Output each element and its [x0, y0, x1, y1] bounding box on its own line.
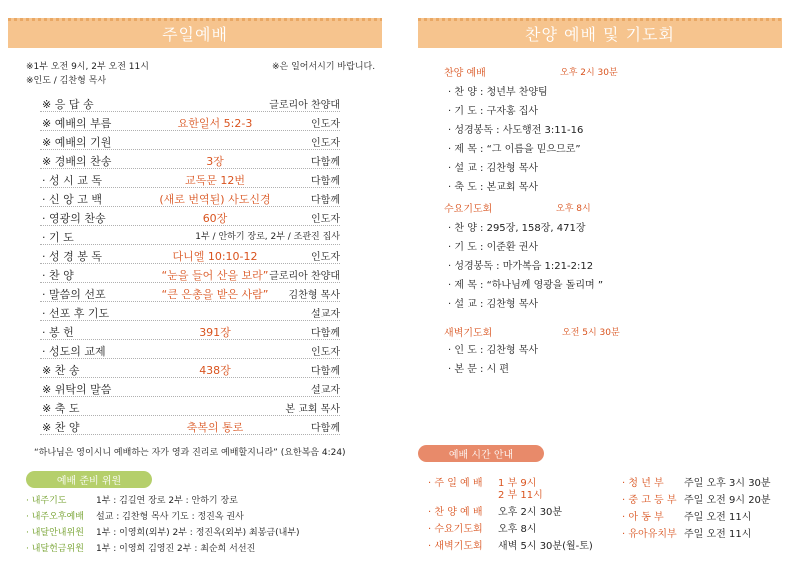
order-item-name: ※ 찬 양 — [42, 421, 80, 434]
praise-prayer-banner: 찬양 예배 및 기도회 — [418, 18, 782, 48]
worship-order-row — [40, 245, 340, 264]
order-item-leader: 설교자 — [311, 385, 340, 396]
order-item-name: · 영광의 찬송 — [42, 212, 106, 225]
order-item-name: ※ 응 답 송 — [42, 98, 94, 111]
worship-order-row — [40, 397, 340, 416]
schedule-label: · 수요기도회 — [428, 524, 483, 535]
praise-service-title: 찬양 예배 — [444, 68, 486, 79]
worship-order-row — [40, 169, 340, 188]
order-item-content: 391장 — [199, 326, 231, 339]
program-item: · 제 목 : “하나님께 영광을 돌리며 ” — [448, 280, 604, 291]
order-item-content: 1부 / 안하기 장로, 2부 / 조관진 집사 — [195, 232, 340, 242]
order-item-name: · 성 시 교 독 — [42, 174, 102, 187]
prep-role-label: · 내달안내위원 — [26, 528, 84, 538]
prep-role-label: · 내주오후예배 — [26, 512, 84, 522]
order-item-leader: 인도자 — [311, 138, 340, 149]
worship-order-row — [40, 264, 340, 283]
schedule-label: · 아 동 부 — [622, 512, 664, 523]
prep-committee-row — [26, 525, 300, 538]
prep-role-label: · 내달헌금위원 — [26, 544, 84, 554]
worship-order-row — [40, 131, 340, 150]
order-item-name: · 신 앙 고 백 — [42, 193, 102, 206]
order-item-leader: 인도자 — [311, 119, 340, 130]
order-item-content: “눈을 들어 산을 보라” — [161, 269, 269, 282]
worship-order-row — [40, 112, 340, 131]
order-item-content: 60장 — [202, 212, 228, 225]
stand-note: ※은 일어서시기 바랍니다. — [272, 62, 376, 72]
order-item-content: (새로 번역된) 사도신경 — [159, 193, 271, 206]
presider: ※인도 / 김찬형 목사 — [26, 76, 107, 86]
prep-committee-row — [26, 493, 238, 506]
program-item: · 찬 양 : 295장, 158장, 471장 — [448, 223, 586, 234]
order-item-name: ※ 예배의 부름 — [42, 117, 112, 130]
order-item-name: · 성도의 교제 — [42, 345, 106, 358]
order-item-leader: 본 교회 목사 — [285, 404, 340, 415]
program-item: · 설 교 : 김찬형 목사 — [448, 299, 539, 310]
order-item-name: ※ 위탁의 말씀 — [42, 383, 112, 396]
order-item-leader: 다함께 — [311, 328, 340, 339]
worship-order-row — [40, 321, 340, 340]
service-times: ※1부 오전 9시, 2부 오전 11시 — [26, 62, 149, 72]
order-item-name: · 봉 헌 — [42, 326, 74, 339]
worship-order-row — [40, 188, 340, 207]
schedule-title: 예배 시간 안내 — [418, 445, 544, 462]
order-item-leader: 인도자 — [311, 347, 340, 358]
order-item-content: “큰 은총을 받은 사람” — [161, 288, 269, 301]
prep-committee-row — [26, 541, 255, 554]
order-item-leader: 다함께 — [311, 195, 340, 206]
schedule-label: · 유아유치부 — [622, 529, 677, 540]
worship-order-row — [40, 207, 340, 226]
order-item-leader: 인도자 — [311, 214, 340, 225]
order-item-name: · 말씀의 선포 — [42, 288, 106, 301]
wednesday-prayer-time: 오후 8시 — [556, 204, 591, 214]
order-item-leader: 다함께 — [311, 157, 340, 168]
prep-committee-title: 예배 준비 위원 — [26, 471, 152, 488]
schedule-label: · 새벽기도회 — [428, 541, 483, 552]
worship-order-row — [40, 93, 340, 112]
order-item-leader: 설교자 — [311, 309, 340, 320]
scripture-quote: “하나님은 영이시니 예배하는 자가 영과 진리로 예배할지니라” (요한복음 4:24) — [34, 448, 346, 458]
praise-service-time: 오후 2시 30분 — [560, 68, 618, 78]
prep-names: 1부 : 김길연 장로 2부 : 안하기 장로 — [96, 496, 238, 506]
worship-order-row — [40, 283, 340, 302]
worship-order-row — [40, 226, 340, 245]
order-item-content: 다니엘 10:10-12 — [172, 250, 258, 263]
order-item-leader: 인도자 — [311, 252, 340, 263]
program-item: · 성경봉독 : 마가복음 1:21-2:12 — [448, 261, 594, 272]
order-item-name: · 찬 양 — [42, 269, 74, 282]
program-item: · 설 교 : 김찬형 목사 — [448, 163, 539, 174]
worship-order-row — [40, 378, 340, 397]
schedule-value: 오후 2시 30분 — [498, 507, 563, 518]
order-item-content: 교독문 12번 — [185, 174, 245, 187]
dawn-prayer-time: 오전 5시 30분 — [562, 328, 620, 338]
program-item: · 기 도 : 구자홍 집사 — [448, 106, 539, 117]
order-item-content: 축복의 통로 — [186, 421, 244, 434]
schedule-value-extra: 2 부 11시 — [498, 490, 543, 501]
worship-order-row — [40, 340, 340, 359]
prep-names: 설교 : 김찬형 목사 기도 : 정진옥 권사 — [96, 512, 244, 522]
prep-names: 1부 : 이영희(외부) 2부 : 정진옥(외부) 최봉금(내부) — [96, 528, 300, 538]
order-item-name: ※ 경배의 찬송 — [42, 155, 112, 168]
schedule-value: 주일 오후 3시 30분 — [684, 478, 771, 489]
schedule-value: 주일 오전 11시 — [684, 529, 752, 540]
order-item-content: 438장 — [199, 364, 231, 377]
order-item-name: · 선포 후 기도 — [42, 307, 110, 320]
worship-order-row — [40, 359, 340, 378]
schedule-label: · 찬 양 예 배 — [428, 507, 483, 518]
wednesday-prayer-title: 수요기도회 — [444, 204, 493, 215]
worship-order-row — [40, 150, 340, 169]
order-item-leader: 다함께 — [311, 423, 340, 434]
program-item: · 본 문 : 시 편 — [448, 364, 510, 375]
schedule-value: 새벽 5시 30분(월-토) — [498, 541, 593, 552]
program-item: · 인 도 : 김찬형 목사 — [448, 345, 539, 356]
worship-order-row — [40, 302, 340, 321]
schedule-value: 1 부 9시 — [498, 478, 537, 489]
order-item-name: ※ 예배의 기원 — [42, 136, 112, 149]
order-item-name: · 기 도 — [42, 231, 74, 244]
schedule-label: · 청 년 부 — [622, 478, 664, 489]
order-item-leader: 글로리아 찬양대 — [269, 100, 340, 111]
dawn-prayer-title: 새벽기도회 — [444, 328, 493, 339]
order-item-content: 요한일서 5:2-3 — [177, 117, 253, 130]
program-item: · 제 목 : “그 이름을 믿으므로” — [448, 144, 581, 155]
schedule-label: · 중 고 등 부 — [622, 495, 677, 506]
schedule-value: 오후 8시 — [498, 524, 537, 535]
worship-order-row — [40, 416, 340, 435]
order-item-name: ※ 축 도 — [42, 402, 80, 415]
schedule-value: 주일 오전 11시 — [684, 512, 752, 523]
order-item-content: 3장 — [206, 155, 224, 168]
prep-committee-row — [26, 509, 244, 522]
program-item: · 축 도 : 본교회 목사 — [448, 182, 539, 193]
program-item: · 기 도 : 이준환 권사 — [448, 242, 539, 253]
sunday-worship-banner: 주일예배 — [8, 18, 382, 48]
order-item-leader: 다함께 — [311, 176, 340, 187]
program-item: · 성경봉독 : 사도행전 3:11-16 — [448, 125, 584, 136]
order-item-leader: 다함께 — [311, 366, 340, 377]
order-item-leader: 김찬형 목사 — [288, 290, 340, 301]
order-item-leader: 글로리아 찬양대 — [269, 271, 340, 282]
prep-role-label: · 내주기도 — [26, 496, 67, 506]
schedule-value: 주일 오전 9시 20분 — [684, 495, 771, 506]
order-item-name: ※ 찬 송 — [42, 364, 80, 377]
program-item: · 찬 양 : 청년부 찬양팀 — [448, 87, 548, 98]
schedule-label: · 주 일 예 배 — [428, 478, 483, 489]
prep-names: 1부 : 이영희 김영진 2부 : 최순희 서선진 — [96, 544, 256, 554]
order-item-name: · 성 경 봉 독 — [42, 250, 102, 263]
